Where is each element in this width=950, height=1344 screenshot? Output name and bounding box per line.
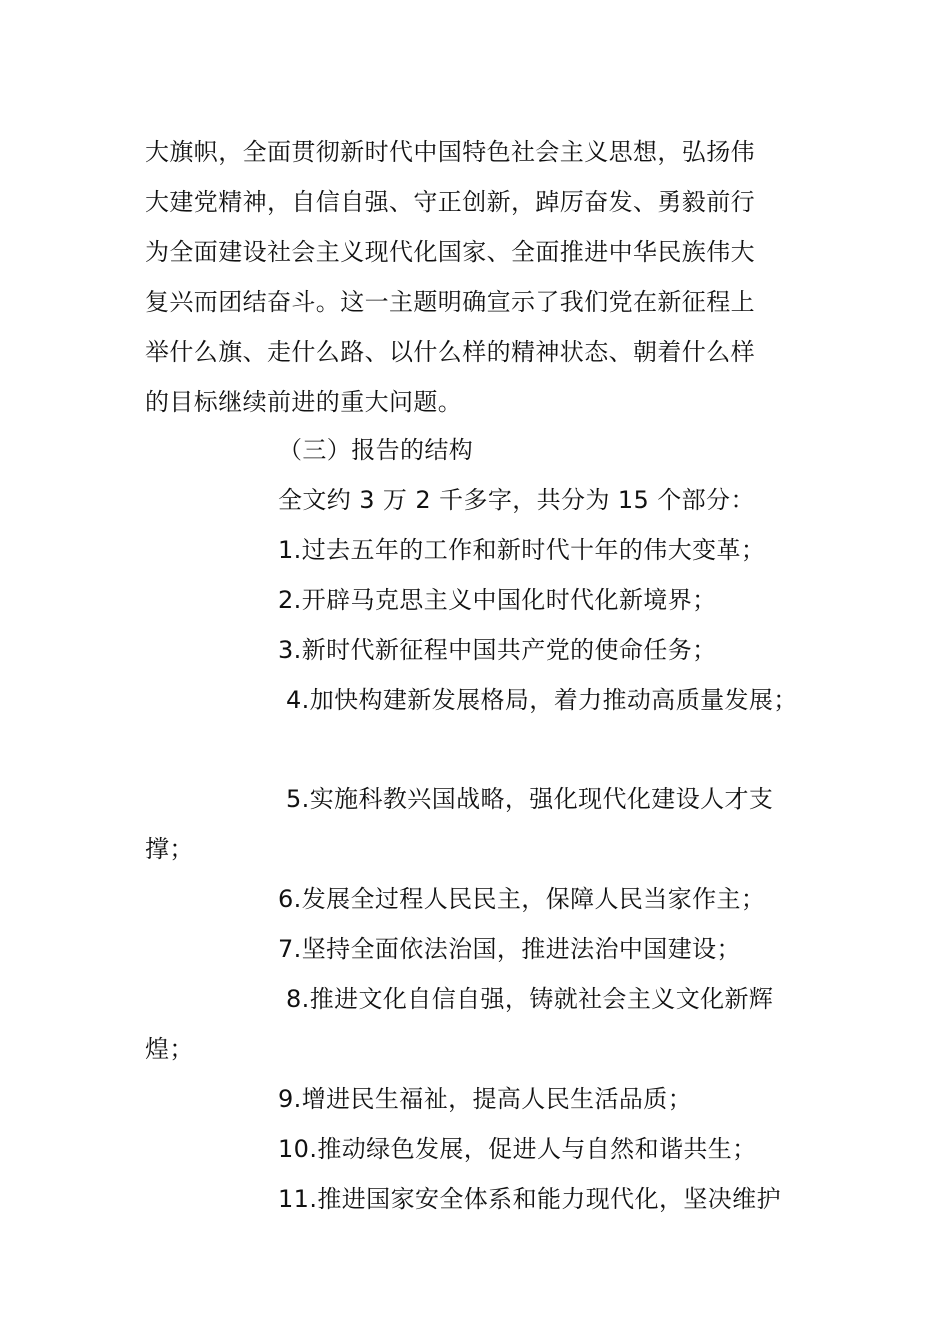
summary-line: 全文约 3 万 2 千多字，共分为 15 个部分： [278,486,755,514]
list-item-5-continuation: 撑； [145,835,194,863]
list-item-1: 1.过去五年的工作和新时代十年的伟大变革； [278,536,766,564]
list-item-8: 8.推进文化自信自强，铸就社会主义文化新辉 [286,985,774,1013]
section-heading: （三）报告的结构 [278,436,474,464]
list-item-5: 5.实施科教兴国战略，强化现代化建设人才支 [286,785,774,813]
intro-line-5: 举什么旗、走什么路、以什么样的精神状态、朝着什么样 [145,338,755,366]
intro-line-3: 为全面建设社会主义现代化国家、全面推进中华民族伟大 [145,238,755,266]
intro-line-4: 复兴而团结奋斗。这一主题明确宣示了我们党在新征程上 [145,288,755,316]
list-item-10: 10.推动绿色发展，促进人与自然和谐共生； [278,1135,757,1163]
list-item-8-continuation: 煌； [145,1035,194,1063]
list-item-11: 11.推进国家安全体系和能力现代化，坚决维护 [278,1185,781,1213]
intro-line-1: 大旗帜，全面贯彻新时代中国特色社会主义思想，弘扬伟 [145,138,755,166]
intro-line-6: 的目标继续前进的重大问题。 [145,388,463,416]
list-item-2: 2.开辟马克思主义中国化时代化新境界； [278,586,717,614]
list-item-3: 3.新时代新征程中国共产党的使命任务； [278,636,717,664]
list-item-4: 4.加快构建新发展格局，着力推动高质量发展； [286,686,798,714]
list-item-7: 7.坚持全面依法治国，推进法治中国建设； [278,935,741,963]
list-item-9: 9.增进民生福祉，提高人民生活品质； [278,1085,693,1113]
intro-line-2: 大建党精神，自信自强、守正创新，踔厉奋发、勇毅前行 [145,188,755,216]
list-item-6: 6.发展全过程人民民主，保障人民当家作主； [278,885,766,913]
